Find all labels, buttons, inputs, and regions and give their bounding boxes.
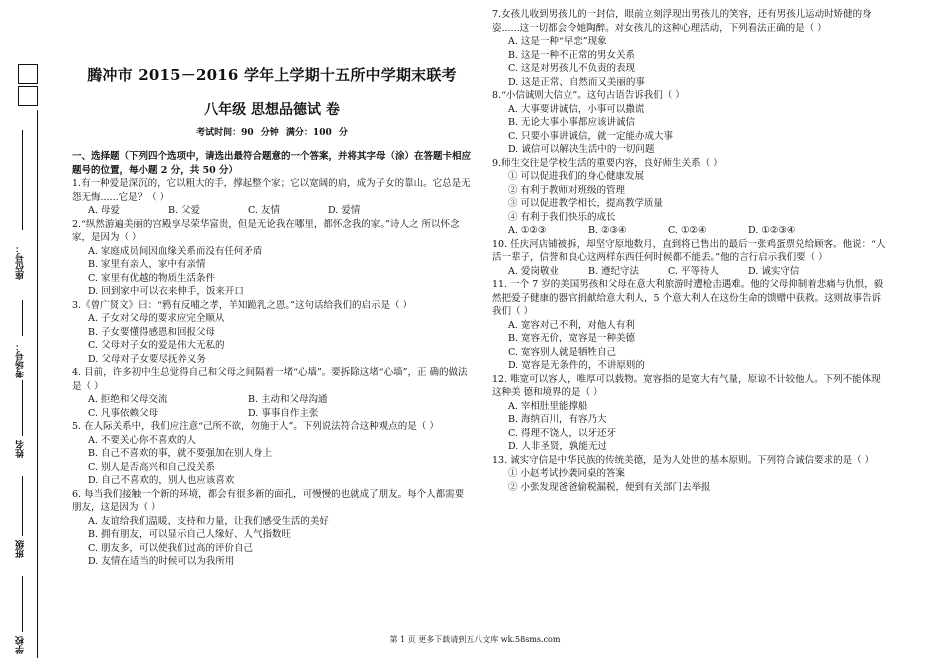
answer-option: D. 诚信可以解决生活中的一切问题 <box>508 144 655 155</box>
answer-option: A. 不要关心你不喜欢的人 <box>88 434 196 446</box>
school-label: 学校 <box>16 636 26 654</box>
answer-option: A. 宽容对己不利，对他人有利 <box>508 319 635 331</box>
question-stem: 5. 在人际关系中，我们应注意“己所不欲，勿施于人”。下列说法符合这种观点的是（ ） <box>72 421 439 432</box>
binding-line <box>37 110 38 658</box>
answer-options-row <box>492 224 887 238</box>
answer-option: D. 事事自作主张 <box>248 407 319 419</box>
answer-option: A. 拒绝和父母交流 <box>88 394 168 405</box>
answer-option: C. 家里有优越的物质生活条件 <box>88 272 215 284</box>
answer-option: C. 朋友多，可以使我们过高的评价自己 <box>88 542 253 554</box>
exam-room-label: 考场号： <box>16 342 26 378</box>
question-stem: 11. 一个 7 岁的美国男孩和父母在意大利旅游时遭枪击遇难。他的父母抑制着悲痛与仇恨，毅然把爱子健康的器官捐献给意大利人，5 个意大利人在这份生命的馈赠中获救。这则故事告诉我们（ ） <box>492 279 884 317</box>
answer-options-row <box>72 204 472 218</box>
answer-option: B. 主动和父母沟通 <box>248 394 328 405</box>
answer-option: A. 大事要讲诚信，小事可以撒谎 <box>508 103 645 115</box>
answer-option: D. 宽容是无条件的，不讲原则的 <box>508 360 645 371</box>
answer-option: C. 别人是否高兴和自己没关系 <box>88 461 215 473</box>
question-stem: 4. 目前，许多初中生总觉得自己和父母之间隔着一堵“心墙”。要拆除这堵“心墙”，正 确的做法是（ ） <box>72 367 468 392</box>
answer-option: C. 这是对男孩儿不负责的表现 <box>508 63 635 74</box>
answer-option: B. 遵纪守法 <box>588 265 640 277</box>
answer-option: ② 有利于教师对班级的管理 <box>508 184 626 196</box>
answer-option: D. 父母对子女要尽抚养义务 <box>88 353 206 365</box>
exam-title: 腾冲市 2015－2016 学年上学期十五所中学期末联考 <box>87 66 457 84</box>
question-stem: 7.女孩儿收到男孩儿的一封信，眼前立刻浮现出男孩儿的笑容，还有男孩儿运动时矫健的身姿......这一切都会令她陶醉。对女孩儿的这种心理活动，下列看法正确的是（ ） <box>492 9 872 34</box>
question-stem: 2.“纵然游遍美丽的宫殿享尽荣华富贵，但是无论我在哪里，都怀念我的家。”诗人之 所以怀念家，是因为（ ） <box>72 218 460 243</box>
answer-option: B. 拥有朋友，可以显示自己人缘好、人气指数旺 <box>88 529 292 540</box>
answer-option: A. 友谊给我们温暖、支持和力量，让我们感受生活的美好 <box>88 515 329 527</box>
answer-option: D. 回到家中可以衣来伸手，饭来开口 <box>88 286 244 297</box>
answer-option: C. 宽容别人就是牺牲自己 <box>508 346 616 358</box>
answer-option: ③ 可以促进教学相长，提高教学质量 <box>508 198 664 209</box>
score-box-top <box>18 64 38 84</box>
answer-option: ② 小张发现爸爸偷税漏税，便到有关部门去举报 <box>508 481 711 493</box>
answer-option: A. 家庭成员间因血缘关系而没有任何矛盾 <box>88 245 263 257</box>
question-stem: 12. 唯宽可以容人，唯厚可以载物。宽容指的是宽大有气量，原谅不计较他人。下列不能体现这种美 德和境界的是（ ） <box>492 373 881 398</box>
answer-option: B. ②③④ <box>588 225 627 236</box>
question-stem: 3.《曾广贤文》曰：“鸦有反哺之孝，羊知跪乳之恩。”这句话给我们的启示是（ ） <box>72 299 413 311</box>
section-heading: 一、选择题（下列四个选项中，请选出最符合题意的一个答案，并将其字母（涂）在答题卡相应题号的位置，每小题 2 分，共 50 分） <box>72 151 472 176</box>
answer-option: C. 平等待人 <box>668 265 719 277</box>
answer-option: B. 海纳百川，有容乃大 <box>508 414 607 425</box>
answer-option: A. 爱岗敬业 <box>508 265 559 277</box>
answer-option: A. 这是一种“早恋”现象 <box>508 36 607 47</box>
school-blank <box>22 576 23 632</box>
question-stem: 8.“小信诚则大信立”。这句古语告诉我们（ ） <box>492 90 685 101</box>
exam-info: 考试时间：90 分钟 满分：100 分 <box>196 128 348 138</box>
answer-option: D. 自己不喜欢的，别人也应该喜欢 <box>88 475 235 486</box>
answer-option: A. 宰相肚里能撑船 <box>508 400 588 412</box>
answer-option: C. ①②④ <box>668 225 707 236</box>
answer-option: D. ①②③④ <box>748 225 796 236</box>
question-stem: 10. 任庆河店铺被拆，却坚守原地数月，直到将已售出的最后一张鸡蛋票兑给顾客。他说：“人活一辈子，信誉和良心这两样东西任何时候都不能丢。”他的言行启示我们要（ ） <box>492 238 886 263</box>
answer-option: B. 子女要懂得感恩和回报父母 <box>88 326 216 338</box>
name-blank <box>22 380 23 436</box>
binding-margin <box>0 0 60 658</box>
answer-option: B. 家里有亲人，家中有亲情 <box>88 259 206 270</box>
answer-options-row <box>492 265 887 279</box>
answer-option: A. 子女对父母的要求应完全顺从 <box>88 313 225 324</box>
score-box-bottom <box>18 86 38 106</box>
answer-option: D. 诚实守信 <box>748 265 800 277</box>
right-questions <box>492 8 887 494</box>
answer-option: C. 得理不饶人，以牙还牙 <box>508 427 616 439</box>
answer-option: C. 凡事依赖父母 <box>88 407 158 419</box>
answer-options-row <box>72 393 472 407</box>
answer-option: B. 这是一种不正常的男女关系 <box>508 49 636 61</box>
question-stem: 13. 诚实守信是中华民族的传统美德，是为人处世的基本原则。下列符合诚信要求的是（ ） <box>492 454 875 466</box>
answer-option: B. 自己不喜欢的事，就不要强加在别人身上 <box>88 448 273 459</box>
answer-option: D. 爱情 <box>328 205 361 216</box>
answer-option: D. 友情在适当的时候可以为我所用 <box>88 556 235 567</box>
name-label: 姓名 <box>16 440 26 458</box>
answer-option: D. 人非圣贤，孰能无过 <box>508 441 607 452</box>
left-column <box>72 64 472 569</box>
exam-subtitle: 八年级 思想品德试 卷 <box>204 102 340 118</box>
answer-option: ④ 有利于我们快乐的成长 <box>508 211 616 223</box>
answer-option: B. 父爱 <box>168 205 201 216</box>
question-stem: 6. 每当我们接触一个新的环境，都会有很多新的面孔，可慢慢的也就成了朋友。每个人都需要朋友，这是因为（ ） <box>72 488 465 513</box>
answer-option: C. 友情 <box>248 205 280 216</box>
answer-option: C. 父母对子女的爱是伟大无私的 <box>88 340 225 351</box>
exam-room-blank <box>22 300 23 336</box>
left-questions <box>72 177 472 569</box>
seat-number-label: 座位号： <box>16 244 26 280</box>
answer-option: B. 无论大事小事都应该讲诚信 <box>508 117 636 128</box>
answer-option: A. ①②③ <box>508 225 547 236</box>
answer-option: ① 可以促进我们的身心健康发展 <box>508 171 645 182</box>
page-footer: 第 1 页 更多下载请到五八文库 wk.58sms.com <box>389 635 561 644</box>
question-stem: 9.师生交往是学校生活的重要内容，良好师生关系（ ） <box>492 157 723 169</box>
answer-option: ① 小赵考试抄袭同桌的答案 <box>508 468 626 479</box>
class-blank <box>22 476 23 536</box>
answer-option: A. 母爱 <box>88 205 120 216</box>
class-label: 班级 <box>16 540 26 558</box>
answer-options-row <box>72 407 472 421</box>
question-stem: 1.有一种爱是深沉的，它以粗大的手，撑起整个家；它以宽阔的肩，成为子女的靠山。它总是无怨无悔......它是？（ ） <box>72 178 471 203</box>
answer-option: B. 宽容无价，宽容是一种美德 <box>508 333 636 344</box>
right-column <box>492 8 887 494</box>
seat-number-blank <box>22 130 23 230</box>
answer-option: C. 只要小事讲诚信，就一定能办成大事 <box>508 130 673 142</box>
answer-option: D. 这是正常、自然而又美丽的事 <box>508 76 645 88</box>
